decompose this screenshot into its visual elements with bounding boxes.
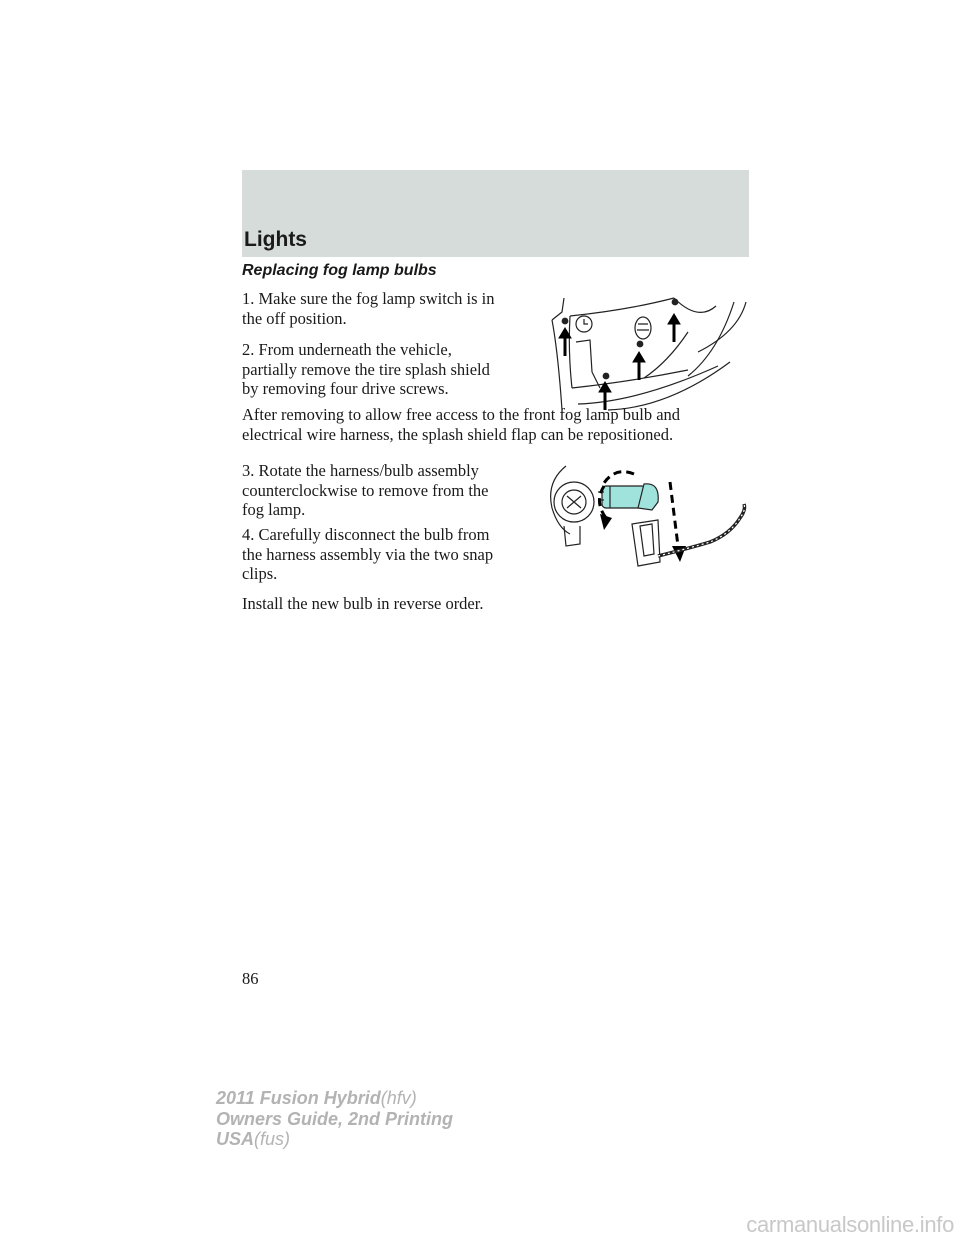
footer-model: 2011 Fusion Hybrid: [216, 1088, 381, 1108]
footer-model-code: (hfv): [380, 1088, 417, 1108]
splash-shield-illustration: [548, 292, 748, 414]
section-header-band: [242, 170, 749, 257]
step-4-text: 4. Carefully disconnect the bulb from the harness assembly via the two snap clips.: [242, 525, 494, 583]
closing-instruction: Install the new bulb in reverse order.: [242, 594, 484, 613]
footer-line-1: [216, 1088, 453, 1109]
procedure-heading: Replacing fog lamp bulbs: [242, 262, 437, 279]
fog-lamp-bulb-removal-illustration: [540, 462, 750, 582]
splash-shield-note: After removing to allow free access to the front fog lamp bulb and electrical wire harness, the splash shield flap can be repositioned.: [242, 405, 681, 444]
document-footer: [216, 1088, 453, 1150]
step-1-text: 1. Make sure the fog lamp switch is in the off position.: [242, 289, 495, 328]
step-2-text: 2. From underneath the vehicle, partially remove the tire splash shield by removing four drive screws.: [242, 340, 490, 398]
footer-market: USA: [216, 1129, 255, 1149]
section-title: Lights: [244, 228, 307, 251]
footer-line-3: [216, 1129, 453, 1150]
footer-line-2: Owners Guide, 2nd Printing: [216, 1108, 454, 1129]
step-3-text: 3. Rotate the harness/bulb assembly counterclockwise to remove from the fog lamp.: [242, 461, 489, 519]
page-number: 86: [242, 969, 259, 988]
footer-market-code: (fus): [254, 1129, 291, 1149]
watermark: carmanualsonline.info: [746, 1212, 954, 1237]
